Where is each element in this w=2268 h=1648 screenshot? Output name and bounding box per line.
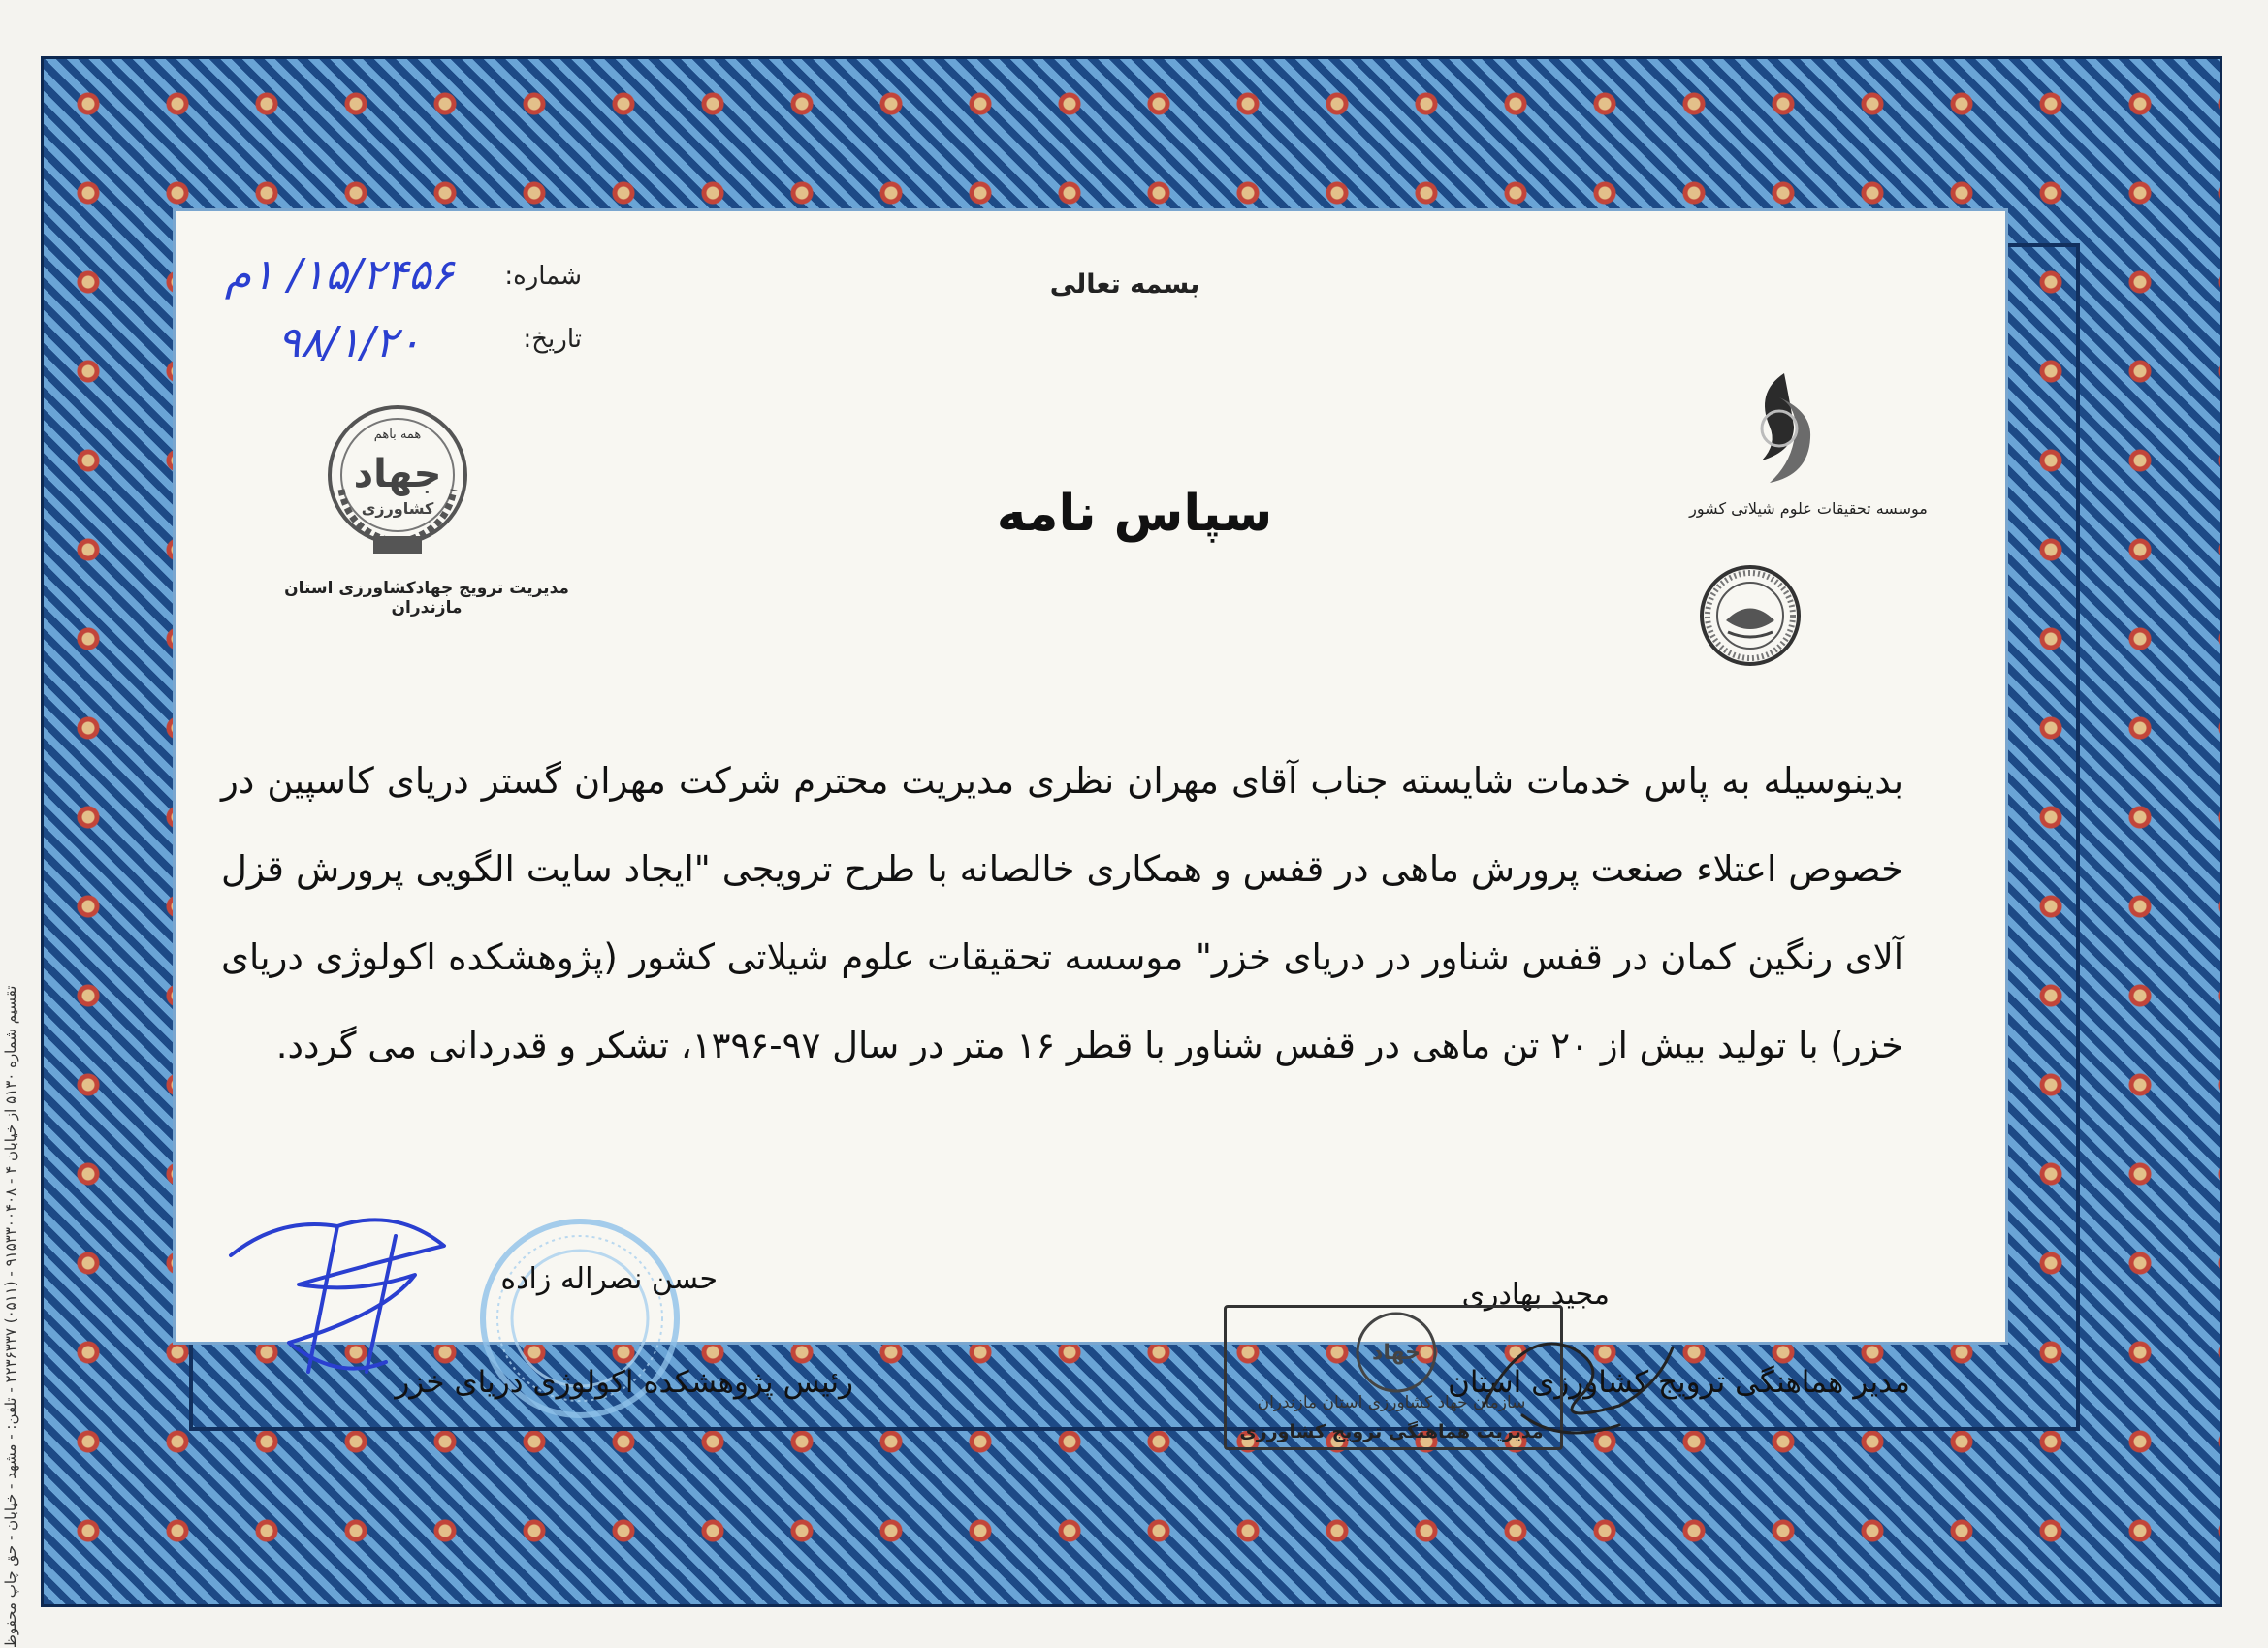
date-label: تاریخ:	[523, 325, 582, 354]
right-signature	[1464, 1289, 1687, 1454]
blue-round-stamp	[473, 1197, 687, 1440]
fisheries-institute-logo	[1741, 368, 1818, 494]
side-print-text: تقسیم شماره ۵۱۳۰ از خیابان ۴ - ۹۱۵۳۳۰۰۴۰۸ - (۰۵۱۱) ۲۲۳۶۳۳۷ - تلفن: - مشهد - خیابان - حق چاپ محفوظ	[2, 985, 19, 1648]
stamp-top-text: سازمان جهاد کشاورزی استان مازندران	[1257, 1393, 1526, 1412]
right-signer-name: مجید بهادری	[1461, 1278, 1610, 1312]
stamp-jihad-logo	[1343, 1309, 1450, 1396]
number-label: شماره:	[504, 262, 582, 291]
right-signer-title: مدیر هماهنگی ترویج کشاورزی استان	[1448, 1365, 1910, 1400]
research-institute-seal	[1697, 562, 1804, 669]
stamp-bottom-text: مدیریت هماهنگی ترویج کشاورزی	[1239, 1421, 1544, 1442]
handwritten-date: ۹۸/۱/۲۰	[277, 318, 421, 367]
logo-sub-text: کشاورزی	[361, 499, 434, 518]
certificate-title: سپاس نامه	[996, 485, 1273, 543]
bismillah-heading: بسمه تعالی	[1049, 269, 1200, 300]
jihad-logo-caption: مدیریت ترویج جهادکشاورزی استان مازندران	[284, 579, 569, 618]
handwritten-number: ۱۵/۲۴۵۶/ ۱م	[224, 250, 455, 300]
logo-top-text: همه باهم	[373, 428, 422, 442]
left-signer-title: رئیس پژوهشکده اکولوژی دریای خزر	[395, 1365, 853, 1400]
left-signer-name: حسن نصراله زاده	[500, 1262, 718, 1296]
certificate-body: بدینوسیله به پاس خدمات شایسته جناب آقای مهران نظری مدیریت محترم شرکت مهران گستر دریای کاسپین در خصوص اعتلاء صنعت پرورش ماهی در قفس و همکاری خالصانه با طرح ترویجی "ایجاد سایت الگویی پرورش قزل آلای رنگین کمان در قفس شناور در دریای خزر" موسسه تحقیقات علوم شیلاتی کشور (پژوهشکده اکولوژی دریای خزر) با تولید بیش از ۲۰ تن ماهی در قفس شناور با قطر ۱۶ متر در سال ۹۷-۱۳۹۶، تشکر و قدردانی می گردد.	[221, 760, 1903, 1066]
jihad-keshavarzi-logo	[320, 397, 475, 557]
stamp-logo-text: جهاد	[1372, 1341, 1421, 1365]
institute-caption: موسسه تحقیقات علوم شیلاتی کشور	[1689, 499, 1928, 518]
logo-main-text: جهاد	[353, 452, 442, 496]
